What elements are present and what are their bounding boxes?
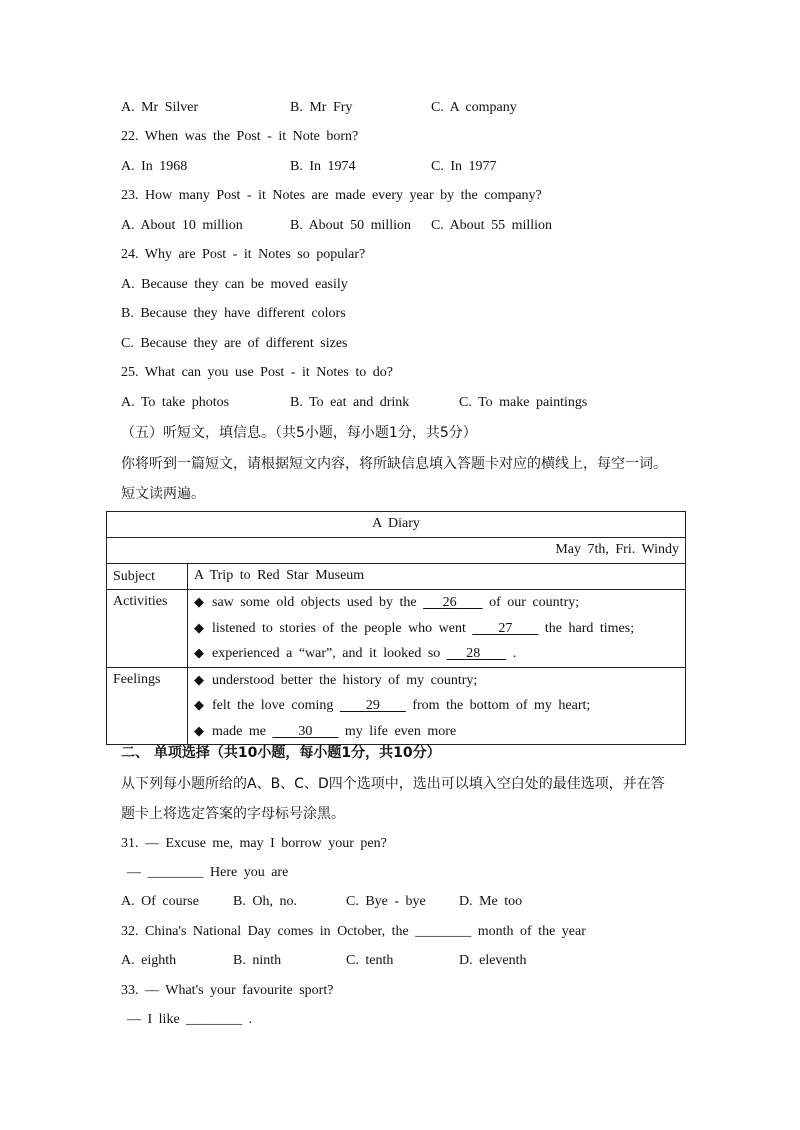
q33-reply: — I like ________ .	[127, 1012, 253, 1027]
q21-option-c: C. A company	[431, 100, 517, 115]
q24-option-b: B. Because they have different colors	[121, 306, 346, 321]
q31-reply: — ________ Here you are	[127, 865, 289, 880]
subject-value: A Trip to Red Star Museum	[188, 564, 686, 590]
q33-stem: 33. — What's your favourite sport?	[121, 983, 334, 998]
q31-option-b: B. Oh, no.	[233, 894, 297, 909]
q25-option-b: B. To eat and drink	[290, 395, 410, 410]
part2-instruction-1: 从下列每小题所给的A、B、C、D四个选项中，选出可以填入空白处的最佳选项，并在答	[121, 776, 665, 792]
q31-option-d: D. Me too	[459, 894, 523, 909]
diamond-bullet-icon: ◆	[194, 672, 204, 688]
q23-option-c: C. About 55 million	[431, 218, 553, 233]
diamond-bullet-icon: ◆	[194, 723, 204, 739]
answer-blank-26: 26	[442, 595, 457, 610]
diamond-bullet-icon: ◆	[194, 620, 204, 636]
section5-heading: （五）听短文，填信息。（共5小题，每小题1分，共5分）	[121, 425, 477, 441]
q23-option-b: B. About 50 million	[290, 218, 412, 233]
feeling-item: ◆ understood better the history of my country;	[194, 672, 478, 688]
section5-instruction-1: 你将听到一篇短文，请根据短文内容，将所缺信息填入答题卡对应的横线上，每空一词。	[121, 456, 667, 472]
q24-option-a: A. Because they can be moved easily	[121, 277, 348, 292]
q31-stem: 31. — Excuse me, may I borrow your pen?	[121, 836, 387, 851]
answer-blank-28: 28	[466, 646, 481, 661]
diary-title: A Diary	[107, 512, 686, 538]
q22-option-b: B. In 1974	[290, 159, 356, 174]
part2-instruction-2: 题卡上将选定答案的字母标号涂黑。	[121, 806, 345, 822]
q21-option-b: B. Mr Fry	[290, 100, 353, 115]
q24-option-c: C. Because they are of different sizes	[121, 336, 348, 351]
feeling-item: ◆ felt the love coming 29 from the bottom of my heart;	[194, 693, 679, 719]
q32-option-c: C. tenth	[346, 953, 394, 968]
q25-option-c: C. To make paintings	[459, 395, 588, 410]
feeling-item: ◆ made me 30 my life even more	[194, 719, 679, 745]
diamond-bullet-icon: ◆	[194, 646, 204, 661]
answer-blank-29: 29	[365, 698, 380, 713]
q31-option-c: C. Bye - bye	[346, 894, 426, 909]
diary-table	[106, 511, 686, 745]
diamond-bullet-icon: ◆	[194, 595, 204, 610]
part2-heading: 二、 单项选择（共10小题，每小题1分，共10分）	[121, 745, 441, 761]
answer-blank-27: 27	[498, 620, 513, 636]
subject-label: Subject	[107, 564, 188, 590]
activities-label: Activities	[107, 590, 188, 668]
diary-date: May 7th, Fri. Windy	[107, 538, 686, 564]
q25-option-a: A. To take photos	[121, 395, 230, 410]
q22-option-a: A. In 1968	[121, 159, 188, 174]
q24-stem: 24. Why are Post - it Notes so popular?	[121, 247, 366, 262]
activities-list	[188, 590, 686, 668]
q32-option-b: B. ninth	[233, 953, 282, 968]
activity-item: ◆ experienced a “war”, and it looked so 28 .	[194, 641, 679, 667]
section5-instruction-2: 短文读两遍。	[121, 486, 205, 502]
q22-option-c: C. In 1977	[431, 159, 497, 174]
feelings-label: Feelings	[107, 667, 188, 745]
q32-stem: 32. China's National Day comes in October, the ________ month of the year	[121, 924, 586, 939]
q32-option-a: A. eighth	[121, 953, 177, 968]
feelings-list	[188, 667, 686, 745]
activity-item: ◆ listened to stories of the people who went 27 the hard times;	[194, 616, 679, 642]
q23-option-a: A. About 10 million	[121, 218, 243, 233]
q23-stem: 23. How many Post - it Notes are made every year by the company?	[121, 188, 542, 203]
q21-option-a: A. Mr Silver	[121, 100, 199, 115]
answer-blank-30: 30	[298, 723, 313, 739]
q31-option-a: A. Of course	[121, 894, 199, 909]
activity-item: ◆ saw some old objects used by the 26 of our country;	[194, 590, 679, 616]
diamond-bullet-icon: ◆	[194, 698, 204, 713]
q22-stem: 22. When was the Post - it Note born?	[121, 129, 359, 144]
q25-stem: 25. What can you use Post - it Notes to do?	[121, 365, 393, 380]
q32-option-d: D. eleventh	[459, 953, 527, 968]
